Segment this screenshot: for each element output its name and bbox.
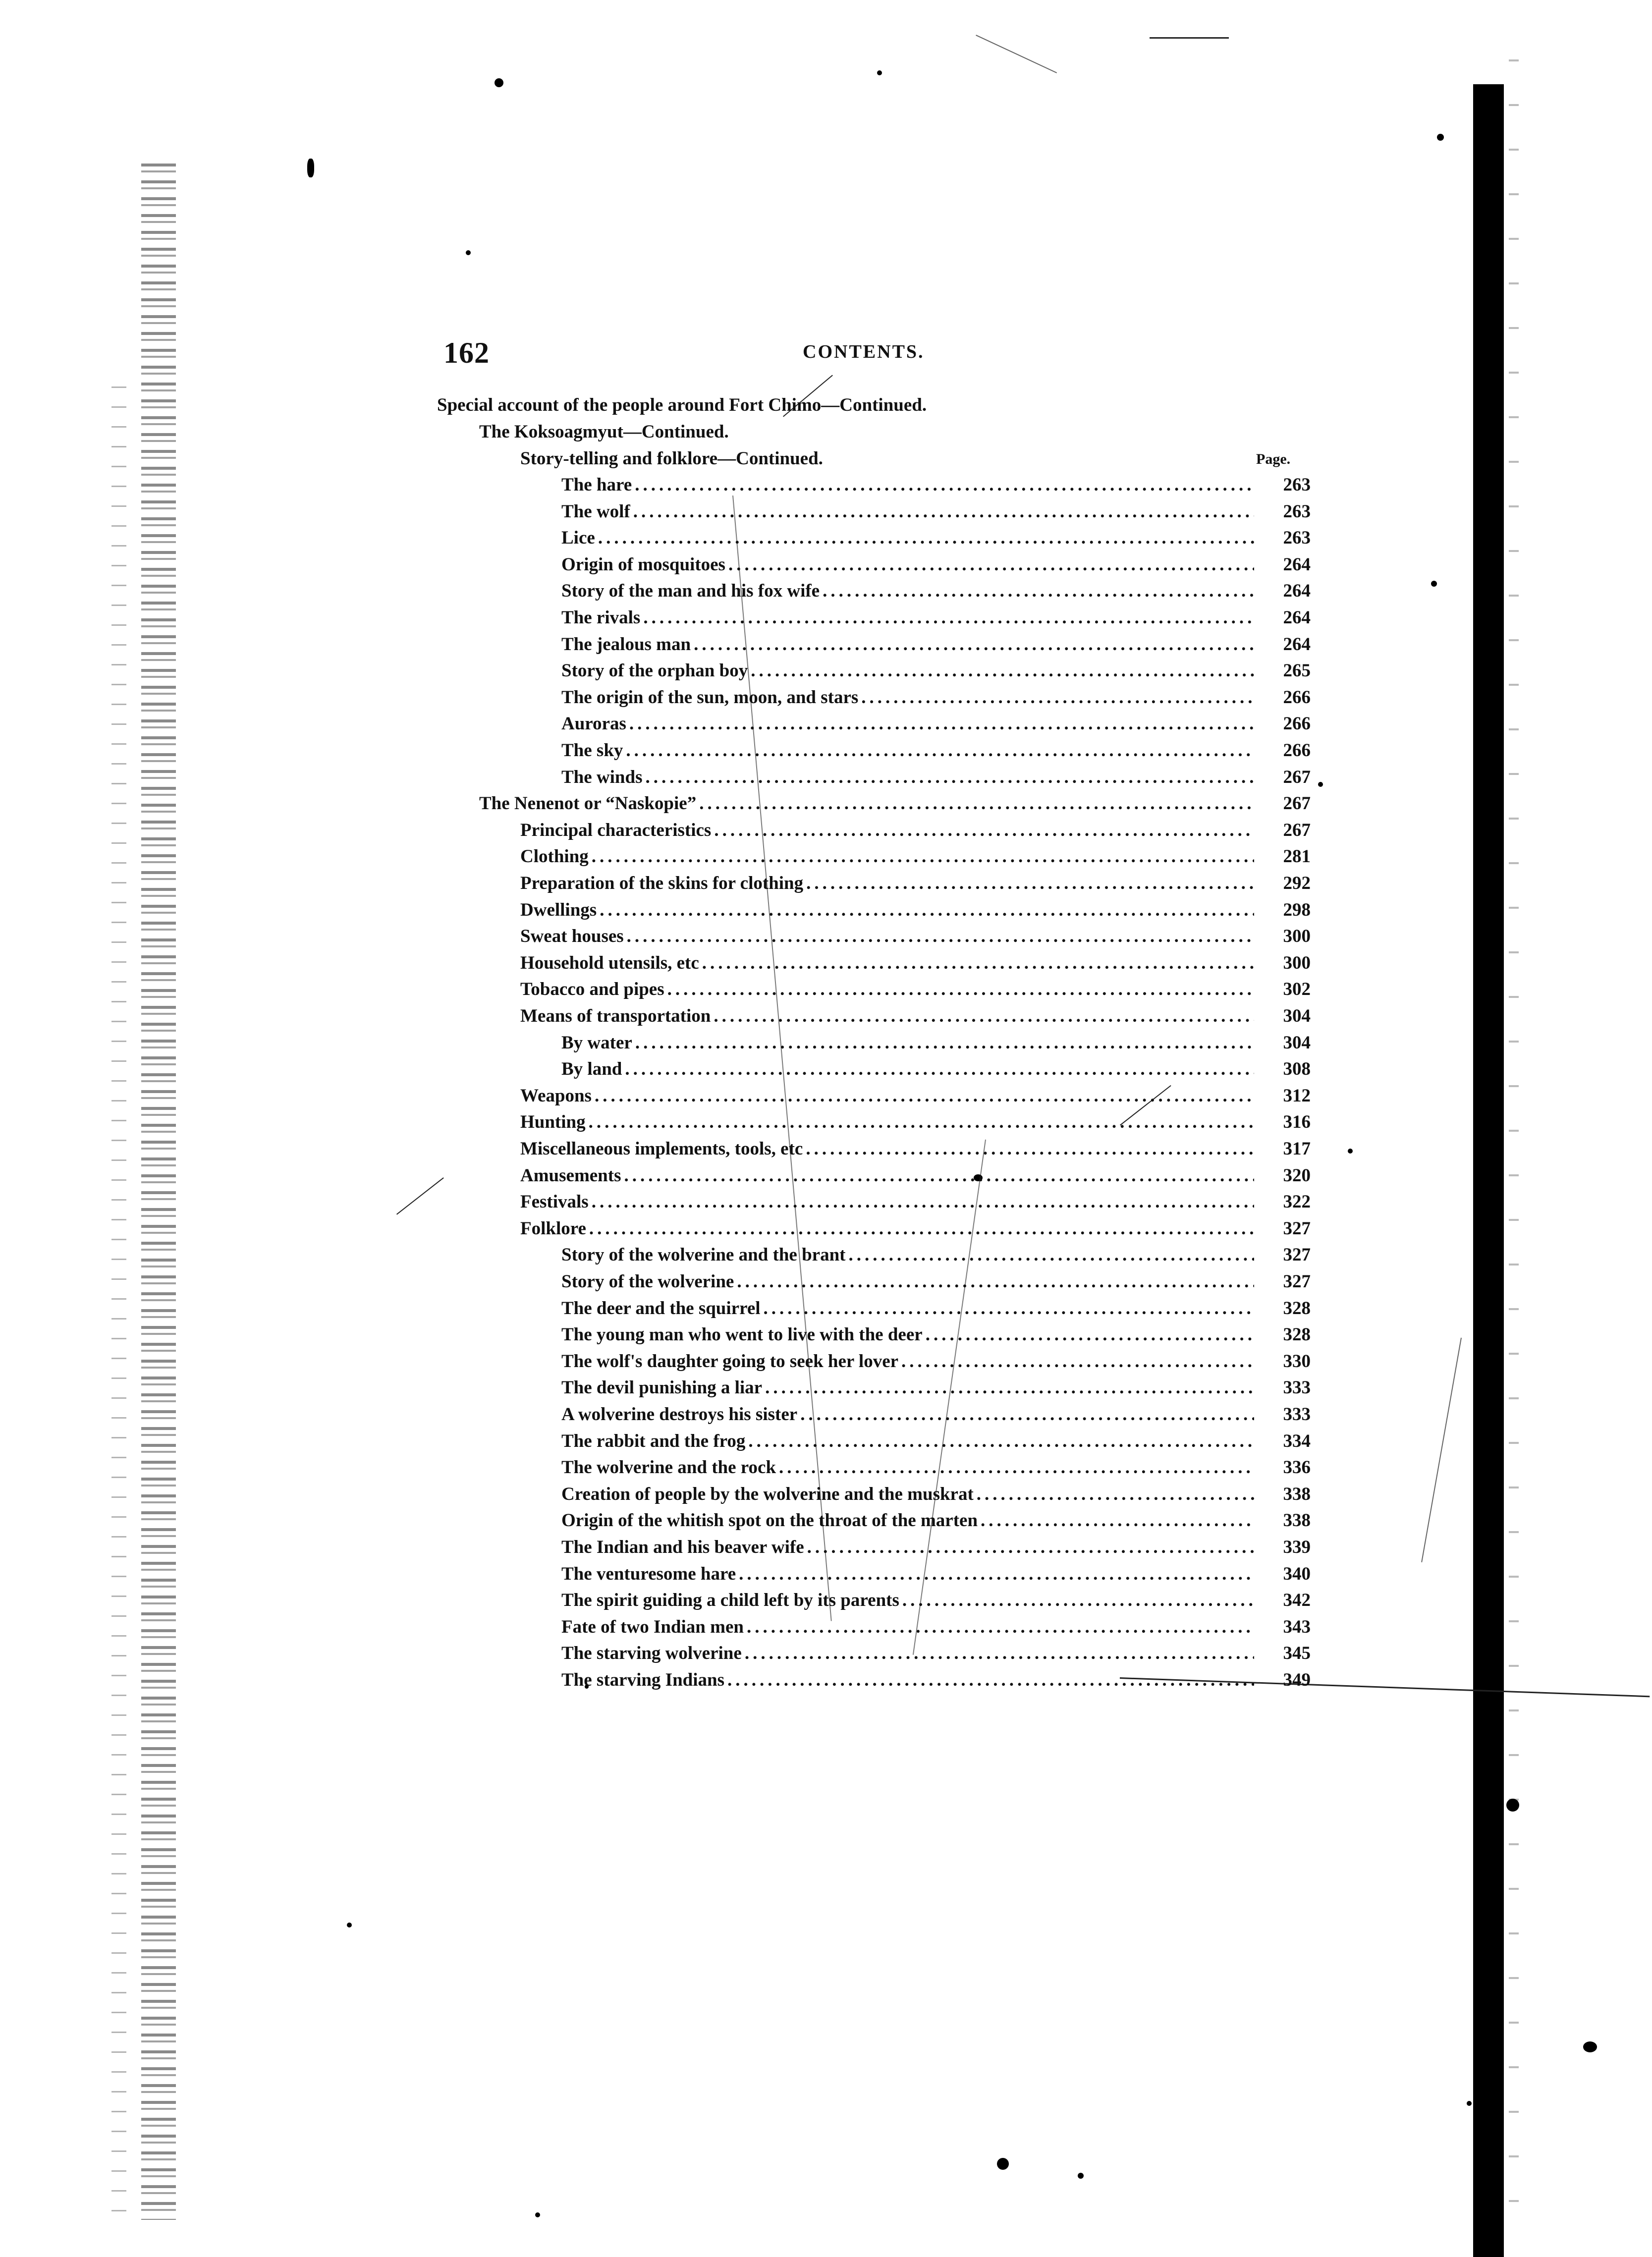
toc-entry	[561, 738, 1311, 764]
toc-entry	[561, 1614, 1311, 1640]
toc-entry-title: The origin of the sun, moon, and stars	[561, 687, 859, 708]
toc-entry-page: 263	[1283, 528, 1311, 548]
toc-entry-title: Weapons	[520, 1086, 592, 1106]
toc-entry-title: The deer and the squirrel	[561, 1298, 761, 1319]
toc-entry-page: 281	[1283, 846, 1311, 867]
toc-leader-dots	[727, 1667, 1254, 1693]
scan-speck	[997, 2158, 1009, 2170]
toc-leader-dots	[751, 658, 1254, 684]
toc-leader-dots	[625, 1056, 1254, 1082]
toc-entry-title: Miscellaneous implements, tools, etc	[520, 1139, 803, 1159]
toc-entry-page: 328	[1283, 1324, 1311, 1345]
scan-speck	[877, 70, 882, 75]
toc-entry-page: 292	[1283, 873, 1311, 893]
toc-entry-page: 263	[1283, 475, 1311, 495]
page-column-label: Page.	[1256, 451, 1291, 467]
toc-entry-title: Dwellings	[520, 900, 597, 920]
scan-speck	[466, 250, 471, 255]
toc-entry-page: 327	[1283, 1218, 1311, 1239]
toc-entry-title: The spirit guiding a child left by its parents	[561, 1590, 899, 1610]
toc-entry-title: The Nenenot or “Naskopie”	[479, 793, 697, 814]
toc-entry-title: Clothing	[520, 846, 589, 867]
toc-entry	[561, 765, 1311, 790]
toc-leader-dots	[589, 1109, 1254, 1135]
toc-entry	[561, 1667, 1311, 1693]
toc-entry	[561, 1641, 1311, 1666]
toc-entry	[520, 1216, 1311, 1242]
toc-leader-dots	[800, 1402, 1254, 1428]
toc-leader-dots	[589, 1216, 1254, 1242]
toc-entry-title: The hare	[561, 475, 632, 495]
toc-leader-dots	[595, 1083, 1254, 1109]
toc-leader-dots	[848, 1242, 1254, 1268]
toc-entry-page: 330	[1283, 1351, 1311, 1372]
toc-entry-title: The devil punishing a liar	[561, 1377, 763, 1398]
toc-entry-page: 316	[1283, 1112, 1311, 1132]
toc-leader-dots	[764, 1296, 1254, 1321]
toc-entry	[561, 1561, 1311, 1587]
toc-entry-title: Auroras	[561, 714, 626, 734]
toc-entry-title: The rivals	[561, 607, 641, 628]
toc-entry-title: The sky	[561, 740, 623, 761]
toc-entry-title: Household utensils, etc	[520, 953, 699, 973]
toc-entry-title: The starving wolverine	[561, 1643, 742, 1663]
toc-entry-title: Tobacco and pipes	[520, 979, 664, 999]
toc-entry	[561, 499, 1311, 525]
toc-entry-title: Sweat houses	[520, 926, 624, 946]
toc-entry-page: 298	[1283, 900, 1311, 920]
scan-speck	[1318, 782, 1323, 787]
toc-entry	[520, 977, 1311, 1002]
toc-entry-page: 333	[1283, 1404, 1311, 1425]
toc-leader-dots	[737, 1269, 1254, 1295]
toc-leader-dots	[806, 1136, 1254, 1162]
toc-entry	[520, 1163, 1311, 1189]
toc-leader-dots	[728, 552, 1254, 578]
toc-entry	[561, 658, 1311, 684]
scan-scratch	[396, 1177, 444, 1214]
toc-leader-dots	[977, 1482, 1254, 1507]
toc-entry	[561, 632, 1311, 658]
toc-entry-page: 267	[1283, 767, 1311, 787]
scan-edge-left-faint	[111, 386, 126, 2220]
scan-speck	[1506, 1799, 1519, 1812]
toc-entry	[561, 1402, 1311, 1428]
scan-speck	[347, 1923, 352, 1927]
toc-entry	[561, 1056, 1311, 1082]
toc-entry-page: 338	[1283, 1484, 1311, 1504]
toc-leader-dots	[902, 1588, 1254, 1613]
toc-leader-dots	[627, 924, 1254, 949]
toc-entry-page: 338	[1283, 1510, 1311, 1531]
toc-leader-dots	[861, 685, 1254, 711]
toc-entry-title: The wolf	[561, 501, 630, 522]
toc-leader-dots	[667, 977, 1254, 1002]
toc-leader-dots	[699, 791, 1254, 817]
toc-entry-page: 334	[1283, 1431, 1311, 1451]
toc-entry	[520, 1136, 1311, 1162]
running-head: CONTENTS.	[803, 341, 925, 362]
scan-speck	[1467, 2101, 1472, 2106]
toc-entry	[561, 1535, 1311, 1560]
toc-entry-title: Creation of people by the wolverine and the muskrat	[561, 1484, 974, 1504]
toc-entry-title: A wolverine destroys his sister	[561, 1404, 798, 1425]
toc-entry-title: Story of the wolverine	[561, 1271, 734, 1292]
toc-entry	[520, 818, 1311, 843]
toc-leader-dots	[702, 950, 1254, 976]
toc-entry-page: 266	[1283, 740, 1311, 761]
toc-entry	[561, 1242, 1311, 1268]
toc-entry-page: 267	[1283, 793, 1311, 814]
toc-entry-page: 349	[1283, 1670, 1311, 1690]
toc-entry-title: Story of the man and his fox wife	[561, 581, 820, 601]
toc-heading-subsubsection: Story-telling and folklore—Continued.	[520, 448, 823, 469]
toc-entry-page: 339	[1283, 1537, 1311, 1557]
toc-entry-page: 300	[1283, 953, 1311, 973]
toc-entry	[561, 525, 1311, 551]
toc-entry-page: 328	[1283, 1298, 1311, 1319]
toc-entry-page: 343	[1283, 1617, 1311, 1637]
scan-scratch	[1150, 37, 1229, 39]
toc-leader-dots	[714, 1003, 1254, 1029]
toc-leader-dots	[635, 472, 1254, 498]
toc-leader-dots	[598, 525, 1254, 551]
toc-entry-page: 263	[1283, 501, 1311, 522]
toc-entry-title: Origin of the whitish spot on the throat of the marten	[561, 1510, 978, 1531]
toc-entry-title: The venturesome hare	[561, 1564, 736, 1584]
scan-speck	[535, 2212, 540, 2217]
toc-leader-dots	[592, 1189, 1254, 1215]
toc-leader-dots	[624, 1163, 1254, 1189]
toc-entry-page: 264	[1283, 581, 1311, 601]
toc-entry-page: 327	[1283, 1245, 1311, 1265]
toc-leader-dots	[629, 711, 1254, 737]
toc-leader-dots	[745, 1641, 1254, 1666]
toc-entry-title: Fate of two Indian men	[561, 1617, 744, 1637]
toc-leader-dots	[635, 1030, 1254, 1056]
scan-speck	[1078, 2173, 1084, 2179]
scan-speck	[1431, 581, 1437, 587]
toc-entry-page: 308	[1283, 1059, 1311, 1079]
toc-entry-title: Festivals	[520, 1192, 589, 1212]
toc-entry-page: 312	[1283, 1086, 1311, 1106]
scan-speck	[307, 159, 314, 177]
toc-entry-page: 327	[1283, 1271, 1311, 1292]
toc-entry	[561, 1429, 1311, 1454]
toc-entry-title: The wolf's daughter going to seek her lover	[561, 1351, 899, 1372]
toc-entry-title: By land	[561, 1059, 622, 1079]
toc-entry	[561, 472, 1311, 498]
toc-entry-page: 333	[1283, 1377, 1311, 1398]
toc-leader-dots	[739, 1561, 1254, 1587]
toc-entry-page: 264	[1283, 634, 1311, 655]
toc-entry	[561, 578, 1311, 604]
toc-leader-dots	[714, 818, 1254, 843]
toc-entry	[520, 897, 1311, 923]
toc-entry-title: The jealous man	[561, 634, 691, 655]
toc-entry	[561, 552, 1311, 578]
toc-entry	[520, 1083, 1311, 1109]
toc-entry-page: 336	[1283, 1457, 1311, 1478]
toc-leader-dots	[747, 1614, 1254, 1640]
scan-scratch	[1421, 1338, 1462, 1562]
toc-entry	[561, 711, 1311, 737]
toc-entry-title: The wolverine and the rock	[561, 1457, 776, 1478]
toc-leader-dots	[633, 499, 1254, 525]
toc-entry-page: 304	[1283, 1006, 1311, 1026]
toc-entry	[520, 844, 1311, 870]
toc-entry-page: 322	[1283, 1192, 1311, 1212]
toc-entry	[561, 1030, 1311, 1056]
toc-entry	[520, 1189, 1311, 1215]
toc-entry	[561, 1322, 1311, 1348]
toc-entry-title: The Indian and his beaver wife	[561, 1537, 804, 1557]
toc-entry	[520, 1109, 1311, 1135]
toc-entry	[561, 605, 1311, 631]
scan-binding-shadow	[1473, 84, 1504, 2257]
toc-entry	[561, 1508, 1311, 1534]
toc-entry-title: By water	[561, 1033, 632, 1053]
toc-entry-page: 266	[1283, 687, 1311, 708]
toc-leader-dots	[926, 1322, 1254, 1348]
toc-leader-dots	[765, 1375, 1254, 1401]
toc-entry-title: Means of transportation	[520, 1006, 711, 1026]
scan-speck	[1583, 2041, 1597, 2052]
toc-entry-title: Principal characteristics	[520, 820, 712, 840]
toc-entry-title: The young man who went to live with the deer	[561, 1324, 923, 1345]
scan-speck	[495, 78, 503, 87]
toc-entry	[561, 1588, 1311, 1613]
toc-entry	[561, 1349, 1311, 1375]
toc-entry-title: The rabbit and the frog	[561, 1431, 746, 1451]
toc-leader-dots	[806, 871, 1254, 896]
toc-leader-dots	[645, 765, 1254, 790]
scan-edge-right	[1509, 59, 1519, 2240]
toc-entry-page: 345	[1283, 1643, 1311, 1663]
toc-entry-page: 302	[1283, 979, 1311, 999]
toc-entry	[520, 1003, 1311, 1029]
toc-entry-title: Story of the orphan boy	[561, 661, 748, 681]
toc-entry-page: 264	[1283, 607, 1311, 628]
scan-speck	[1348, 1149, 1353, 1154]
toc-entry-page: 267	[1283, 820, 1311, 840]
toc-entry-page: 264	[1283, 554, 1311, 575]
toc-entry-title: Lice	[561, 528, 595, 548]
toc-leader-dots	[901, 1349, 1254, 1375]
toc-leader-dots	[643, 605, 1254, 631]
toc-leader-dots	[823, 578, 1254, 604]
toc-leader-dots	[748, 1429, 1254, 1454]
toc-entry-page: 317	[1283, 1139, 1311, 1159]
toc-leader-dots	[981, 1508, 1254, 1534]
toc-entry-title: The starving Indians	[561, 1670, 724, 1690]
toc-entry-page: 266	[1283, 714, 1311, 734]
toc-leader-dots	[807, 1535, 1254, 1560]
page-number: 162	[443, 336, 490, 369]
toc-entry	[561, 685, 1311, 711]
toc-entry-page: 320	[1283, 1165, 1311, 1186]
toc-entry-page: 304	[1283, 1033, 1311, 1053]
toc-entry	[561, 1455, 1311, 1481]
toc-entry	[520, 950, 1311, 976]
scan-edge-left	[141, 164, 176, 2220]
toc-entry-page: 300	[1283, 926, 1311, 946]
toc-heading-subsection: The Koksoagmyut—Continued.	[479, 422, 729, 442]
toc-heading-section: Special account of the people around Fort Chimo—Continued.	[437, 395, 927, 415]
toc-leader-dots	[600, 897, 1254, 923]
toc-entry	[561, 1482, 1311, 1507]
toc-entry-title: Preparation of the skins for clothing	[520, 873, 804, 893]
toc-entry-title: Hunting	[520, 1112, 586, 1132]
toc-entry	[561, 1296, 1311, 1321]
toc-leader-dots	[694, 632, 1254, 658]
toc-entry	[561, 1269, 1311, 1295]
toc-entry-page: 342	[1283, 1590, 1311, 1610]
toc-leader-dots	[779, 1455, 1254, 1481]
toc-entry-title: Folklore	[520, 1218, 586, 1239]
toc-leader-dots	[592, 844, 1254, 870]
toc-entry	[479, 791, 1311, 817]
toc-entry	[561, 1375, 1311, 1401]
toc-leader-dots	[626, 738, 1254, 764]
toc-entry	[520, 871, 1311, 896]
toc-entry-title: Story of the wolverine and the brant	[561, 1245, 846, 1265]
toc-entry-title: Amusements	[520, 1165, 621, 1186]
scan-speck	[1437, 134, 1444, 141]
toc-entry-page: 265	[1283, 661, 1311, 681]
toc-entry	[520, 924, 1311, 949]
toc-entry-title: The winds	[561, 767, 643, 787]
toc-entry-title: Origin of mosquitoes	[561, 554, 725, 575]
toc-entry-page: 340	[1283, 1564, 1311, 1584]
scan-scratch	[976, 35, 1057, 73]
